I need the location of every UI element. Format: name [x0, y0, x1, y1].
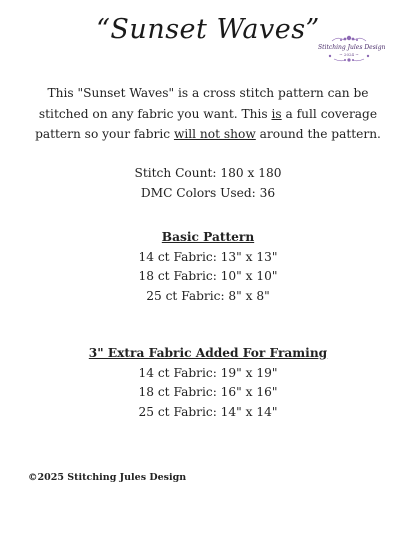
intro-emphasis-is: is [271, 106, 282, 121]
basic-size-25ct: 25 ct Fabric: 8" x 8" [146, 288, 270, 303]
intro-emphasis-will-not-show: will not show [173, 127, 256, 141]
basic-pattern-section [0, 228, 416, 306]
stitch-count: Stitch Count: 180 x 180 [134, 166, 282, 180]
intro-paragraph [30, 83, 386, 145]
basic-size-18ct: 18 ct Fabric: 10" x 10" [138, 269, 278, 283]
intro-text-3: around the pattern. [255, 127, 381, 141]
brand-logo [318, 34, 386, 64]
intro-text-2: a full coverage pattern so your fabric [35, 106, 378, 141]
basic-pattern-heading: Basic Pattern [161, 230, 255, 244]
intro-text-1: This "Sunset Waves" is a cross stitch pattern can be stitched on any fabric you want. This [38, 86, 369, 121]
extra-size-18ct: 18 ct Fabric: 16" x 16" [138, 385, 278, 399]
pattern-stats [0, 164, 416, 203]
extra-fabric-section [0, 344, 416, 422]
basic-size-14ct: 14 ct Fabric: 13" x 13" [138, 249, 278, 264]
copyright-footer: ©2025 Stitching Jules Design [28, 472, 187, 483]
extra-fabric-heading: 3" Extra Fabric Added For Framing [88, 346, 328, 360]
extra-size-14ct: 14 ct Fabric: 19" x 19" [138, 365, 278, 380]
dmc-colors-used: DMC Colors Used: 36 [140, 185, 276, 200]
extra-size-25ct: 25 ct Fabric: 14" x 14" [138, 404, 278, 419]
logo-text: Stitching Jules Design [318, 44, 386, 51]
page-title: “Sunset Waves” [96, 14, 320, 45]
logo-subtext: ~ 2024 ~ [339, 52, 359, 57]
